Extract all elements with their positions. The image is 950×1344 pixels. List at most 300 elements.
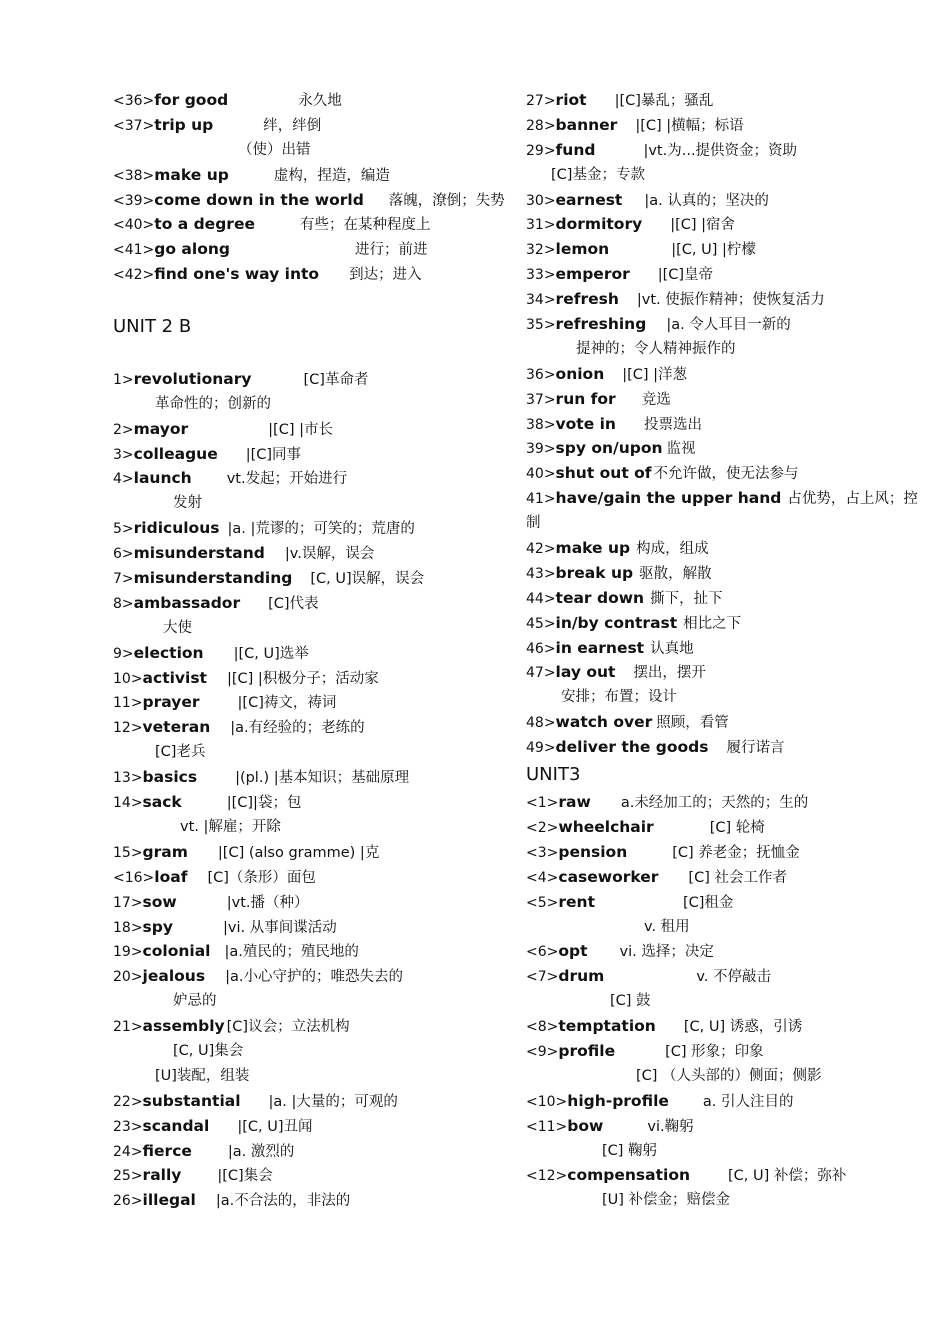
entry-term: substantial: [142, 1091, 241, 1110]
vocab-entry: [526, 964, 921, 989]
entry-number: 11>: [113, 695, 143, 712]
entry-term: riot: [555, 91, 587, 109]
entry-term: lay out: [555, 663, 616, 682]
entry-term: temptation: [558, 1017, 656, 1036]
entry-number: 26>: [113, 1193, 143, 1210]
entry-term: dormitory: [555, 215, 643, 234]
entry-term: sow: [142, 892, 177, 911]
entry-number: 21>: [113, 1019, 143, 1036]
entry-term: in earnest: [555, 638, 645, 657]
entry-term: loaf: [154, 867, 188, 886]
entry-term: run for: [555, 389, 616, 408]
entry-definition: |a. |荒谬的；可笑的；荒唐的: [227, 521, 415, 538]
vocab-entry: [113, 765, 493, 790]
vocab-entry: [113, 715, 493, 740]
entry-term: tear down: [555, 588, 645, 607]
entry-number: 29>: [526, 142, 556, 159]
entry-term: go along: [154, 240, 230, 259]
entry-number: 46>: [526, 640, 556, 657]
entry-number: <16>: [113, 869, 155, 886]
entry-definition: |[C]|袋；包: [226, 795, 302, 812]
entry-term: fund: [555, 140, 596, 159]
entry-number: 4>: [113, 471, 134, 488]
entry-number: 13>: [113, 770, 143, 787]
right-column: [526, 88, 921, 1213]
entry-number: 48>: [526, 715, 556, 732]
entry-definition: 进行；前进: [354, 242, 428, 259]
vocab-entry: [526, 790, 921, 815]
entry-number: 20>: [113, 969, 143, 986]
unit-heading: UNIT 2 B: [113, 316, 192, 338]
entry-definition: [C] （人头部的）侧面；侧影: [636, 1067, 822, 1084]
vocab-entry: [113, 939, 493, 964]
entry-continuation: [113, 1064, 493, 1089]
entry-continuation: [113, 815, 493, 840]
vocab-entry: [113, 1188, 493, 1213]
entry-term: drum: [558, 967, 605, 986]
vocab-entry: [526, 660, 921, 685]
entry-definition: 提神的；令人精神振作的: [576, 340, 736, 357]
entry-definition: 制: [526, 515, 541, 532]
entry-definition: 落魄，潦倒；失势: [388, 192, 505, 209]
entry-number: <40>: [113, 217, 155, 234]
entry-number: <12>: [526, 1168, 568, 1185]
entry-definition: |[C]集会: [217, 1168, 273, 1185]
entry-term: compensation: [567, 1166, 691, 1185]
entry-number: 42>: [526, 541, 556, 558]
entry-definition: 革命性的；创新的: [155, 395, 271, 412]
entry-definition: 虚构，捏造，编造: [273, 167, 390, 184]
entry-number: 33>: [526, 267, 556, 284]
entry-term: deliver the goods: [555, 738, 709, 757]
entry-number: 22>: [113, 1093, 143, 1110]
vocab-entry: [526, 237, 921, 262]
entry-number: 32>: [526, 242, 556, 259]
entry-definition: [C] 鞠躬: [602, 1142, 658, 1159]
vocab-entry: [526, 1014, 921, 1039]
entry-number: 2>: [113, 421, 134, 438]
entry-term: ridiculous: [133, 519, 220, 538]
entry-continuation: [113, 616, 493, 641]
entry-definition: 撕下，扯下: [650, 590, 723, 607]
entry-definition: |a. 令人耳目一新的: [666, 317, 791, 334]
entry-term: basics: [142, 768, 198, 787]
entry-number: 6>: [113, 546, 134, 563]
entry-definition: vt.发起；开始进行: [226, 471, 348, 488]
entry-definition: 照顾，看管: [656, 715, 729, 732]
entry-definition: 摆出，摆开: [633, 665, 706, 682]
spacer: [113, 287, 493, 312]
vocab-entry: [113, 1114, 493, 1139]
entry-definition: |vt. 使振作精神；使恢复活力: [636, 292, 825, 309]
vocab-entry: [526, 312, 921, 337]
vocab-entry: [526, 1039, 921, 1064]
entry-definition: |[C] |横幅；标语: [635, 117, 744, 134]
entry-continuation: [113, 1039, 493, 1064]
entry-term: onion: [555, 364, 605, 383]
entry-number: 27>: [526, 93, 556, 109]
entry-definition: （使）出错: [238, 141, 311, 158]
entry-definition: [C]（条形）面包: [207, 869, 316, 886]
entry-number: <42>: [113, 267, 155, 284]
vocab-entry: [113, 237, 493, 262]
vocab-entry: [526, 138, 921, 163]
entry-term: ambassador: [133, 593, 241, 612]
entry-number: 47>: [526, 665, 556, 682]
entry-term: fierce: [142, 1141, 192, 1160]
entry-term: wheelchair: [558, 817, 654, 836]
entry-definition: 竞选: [641, 391, 671, 408]
entry-term: raw: [558, 793, 591, 812]
entry-term: shut out of: [555, 464, 652, 483]
entry-number: 8>: [113, 595, 134, 612]
vocab-entry: [526, 486, 921, 511]
vocab-entry: [526, 840, 921, 865]
entry-definition: |[C, U] |柠檬: [671, 242, 756, 259]
entry-definition: |a.殖民的；殖民地的: [224, 944, 359, 961]
entry-definition: [C, U] 诱惑，引诱: [683, 1019, 803, 1036]
entry-number: 25>: [113, 1168, 143, 1185]
entry-term: make up: [154, 165, 229, 184]
vocab-entry: [113, 163, 493, 188]
vocab-entry: [526, 362, 921, 387]
entry-definition: 认真地: [650, 640, 694, 657]
vocab-entry: [526, 262, 921, 287]
entry-number: 34>: [526, 292, 556, 309]
entry-term: scandal: [142, 1116, 210, 1135]
entry-term: colleague: [133, 444, 218, 463]
entry-term: misunderstand: [133, 544, 265, 563]
entry-number: 45>: [526, 615, 556, 632]
vocab-entry: [113, 790, 493, 815]
entry-number: 28>: [526, 117, 556, 134]
entry-definition: [C]老兵: [155, 744, 206, 761]
entry-definition: 到达；进入: [349, 267, 422, 284]
vocab-entry: [526, 412, 921, 437]
entry-number: 19>: [113, 944, 143, 961]
entry-definition: 不允许做，使无法参与: [653, 466, 799, 483]
vocab-entry: [113, 466, 493, 491]
entry-term: rally: [142, 1166, 182, 1185]
entry-term: break up: [555, 563, 634, 582]
entry-term: lemon: [555, 240, 610, 259]
entry-definition: a. 引人注目的: [702, 1093, 794, 1110]
entry-term: refresh: [555, 290, 619, 309]
entry-term: sack: [142, 793, 182, 812]
vocab-entry: [113, 262, 493, 287]
entry-number: <38>: [113, 167, 155, 184]
entry-term: jealous: [142, 967, 206, 986]
entry-continuation: [526, 989, 921, 1014]
entry-definition: [C, U] 补偿；弥补: [728, 1168, 847, 1185]
entry-term: illegal: [142, 1191, 196, 1210]
entry-number: 1>: [113, 371, 134, 388]
vocab-entry: [526, 1089, 921, 1114]
vocab-entry: [526, 387, 921, 412]
entry-number: <36>: [113, 93, 155, 109]
left-column: [113, 88, 505, 1213]
vocab-entry: [113, 417, 493, 442]
entry-definition: [U]装配，组装: [155, 1067, 250, 1084]
entry-term: spy on/upon: [555, 439, 663, 458]
entry-number: 14>: [113, 795, 143, 812]
entry-definition: |a.小心守护的；唯恐失去的: [225, 969, 403, 986]
entry-number: <4>: [526, 869, 559, 886]
vocab-entry: [526, 865, 921, 890]
entry-definition: [C]议会；立法机构: [226, 1019, 350, 1036]
entry-number: <6>: [526, 944, 559, 961]
entry-definition: |[C, U]选举: [233, 645, 309, 662]
entry-number: 3>: [113, 446, 134, 463]
entry-term: prayer: [142, 693, 200, 712]
entry-number: 35>: [526, 317, 556, 334]
entry-definition: [C] 社会工作者: [688, 869, 787, 886]
entry-definition: 占优势，占上风；控: [787, 491, 918, 508]
vocab-entry: [526, 710, 921, 735]
entry-definition: 绊，绊倒: [263, 117, 322, 134]
vocab-entry: [526, 287, 921, 312]
entry-number: 15>: [113, 844, 143, 861]
entry-term: bow: [567, 1116, 604, 1135]
entry-term: assembly: [142, 1017, 225, 1036]
entry-term: trip up: [154, 115, 214, 134]
vocab-entry: [526, 611, 921, 636]
entry-definition: vt. |解雇；开除: [180, 818, 281, 835]
entry-definition: 妒忌的: [173, 993, 217, 1010]
entry-definition: [C]基金；专款: [551, 166, 645, 183]
entry-number: <11>: [526, 1118, 568, 1135]
vocab-entry: [526, 586, 921, 611]
entry-definition: |[C]同事: [245, 446, 302, 463]
entry-continuation: [526, 1139, 921, 1164]
entry-definition: vi.鞠躬: [647, 1118, 694, 1135]
entry-definition: |a. 激烈的: [227, 1143, 295, 1160]
entry-number: <10>: [526, 1093, 568, 1110]
spacer: [113, 342, 493, 367]
entry-term: earnest: [555, 190, 623, 209]
vocab-entry: [113, 212, 493, 237]
vocab-entry: [526, 939, 921, 964]
vocab-entry: [113, 1163, 493, 1188]
entry-continuation: [113, 392, 493, 417]
entry-definition: a.未经加工的；天然的；生的: [620, 795, 809, 812]
entry-definition: 投票选出: [643, 416, 702, 433]
entry-definition: [C] 养老金；抚恤金: [672, 844, 800, 861]
vocab-entry: [526, 536, 921, 561]
entry-term: veteran: [142, 718, 211, 737]
entry-term: caseworker: [558, 867, 659, 886]
entry-term: to a degree: [154, 215, 255, 234]
entry-definition: 永久地: [298, 93, 342, 109]
vocab-entry: [113, 1014, 493, 1039]
vocab-entry: [113, 516, 493, 541]
entry-number: 12>: [113, 720, 143, 737]
entry-term: banner: [555, 115, 618, 134]
entry-term: high-profile: [567, 1091, 669, 1110]
entry-definition: [C] 形象；印象: [665, 1043, 764, 1060]
entry-term: launch: [133, 469, 192, 488]
vocab-entry: [113, 915, 493, 940]
vocab-entry: [526, 561, 921, 586]
entry-continuation: [526, 511, 921, 536]
entry-term: pension: [558, 842, 628, 861]
vocab-entry: [526, 636, 921, 661]
entry-number: <8>: [526, 1019, 559, 1036]
entry-definition: 发射: [173, 495, 202, 512]
entry-term: colonial: [142, 942, 211, 961]
entry-number: 30>: [526, 192, 556, 209]
entry-term: opt: [558, 942, 588, 961]
vocab-entry: [526, 890, 921, 915]
entry-definition: [C]代表: [268, 595, 319, 612]
entry-number: 38>: [526, 416, 556, 433]
entry-definition: |[C] |宿舍: [670, 217, 736, 234]
entry-continuation: [526, 337, 921, 362]
entry-term: have/gain the upper hand: [555, 489, 782, 508]
entry-definition: 构成，组成: [636, 541, 709, 558]
vocab-entry: [526, 1163, 921, 1188]
entry-term: rent: [558, 892, 595, 911]
vocab-entry: [113, 1089, 493, 1114]
entry-number: 23>: [113, 1118, 143, 1135]
entry-number: 5>: [113, 521, 134, 538]
entry-definition: vi. 选择；决定: [619, 944, 714, 961]
entry-number: 24>: [113, 1143, 143, 1160]
entry-definition: |[C]皇帝: [657, 267, 714, 284]
entry-term: in/by contrast: [555, 613, 678, 632]
entry-number: 44>: [526, 590, 556, 607]
entry-number: 17>: [113, 894, 143, 911]
entry-term: for good: [154, 91, 229, 109]
entry-definition: |[C] |市长: [268, 421, 333, 438]
entry-definition: |(pl.) |基本知识；基础原理: [235, 770, 410, 787]
entry-term: emperor: [555, 265, 630, 284]
entry-definition: |a.有经验的；老练的: [230, 720, 365, 737]
entry-number: 10>: [113, 670, 143, 687]
entry-term: vote in: [555, 414, 616, 433]
vocab-entry: [113, 890, 493, 915]
entry-term: spy: [142, 917, 173, 936]
entry-definition: 安排；布置；设计: [561, 689, 677, 706]
entry-continuation: [113, 989, 493, 1014]
vocab-entry: [113, 188, 505, 213]
entry-definition: 大使: [163, 619, 192, 636]
entry-definition: |[C]祷文，祷词: [237, 695, 337, 712]
entry-term: mayor: [133, 419, 189, 438]
entry-definition: |a. |大量的；可观的: [268, 1093, 398, 1110]
vocab-entry: [113, 690, 493, 715]
entry-definition: 有些；在某种程度上: [299, 217, 431, 234]
entry-definition: [C]革命者: [303, 371, 369, 388]
vocab-entry: [113, 367, 493, 392]
entry-number: <3>: [526, 844, 559, 861]
vocab-entry: [526, 1114, 921, 1139]
entry-term: make up: [555, 539, 631, 558]
vocab-entry: [526, 436, 921, 461]
entry-definition: |vt.为...提供资金；资助: [643, 142, 798, 159]
entry-number: 40>: [526, 466, 556, 483]
vocab-entry: [526, 735, 921, 760]
entry-definition: |[C, U]丑闻: [237, 1118, 313, 1135]
unit-heading: UNIT3: [526, 764, 581, 786]
entry-number: 31>: [526, 217, 556, 234]
entry-definition: |a. 认真的；坚决的: [644, 192, 769, 209]
vocab-entry: [113, 840, 493, 865]
entry-continuation: [526, 1188, 921, 1213]
entry-number: <2>: [526, 819, 559, 836]
entry-term: election: [133, 643, 204, 662]
entry-term: refreshing: [555, 315, 647, 334]
entry-definition: |[C] |洋葱: [622, 366, 688, 383]
vocab-entry: [113, 113, 493, 138]
vocab-entry: [113, 865, 493, 890]
vocab-entry: [526, 815, 921, 840]
entry-term: activist: [142, 668, 207, 687]
vocab-entry: [113, 442, 493, 467]
entry-continuation: [113, 491, 493, 516]
entry-continuation: [526, 685, 921, 710]
entry-definition: 履行诺言: [726, 740, 785, 757]
vocab-entry: [113, 541, 493, 566]
entry-number: 36>: [526, 366, 556, 383]
entry-number: 49>: [526, 740, 556, 757]
entry-term: gram: [142, 842, 188, 861]
entry-number: <9>: [526, 1043, 559, 1060]
entry-definition: [C] 鼓: [610, 993, 651, 1010]
vocab-entry: [526, 188, 921, 213]
entry-definition: [C] 轮椅: [709, 819, 765, 836]
entry-number: <39>: [113, 192, 155, 209]
vocab-entry: [526, 113, 921, 138]
entry-number: <7>: [526, 969, 559, 986]
entry-term: revolutionary: [133, 369, 252, 388]
entry-number: <37>: [113, 117, 155, 134]
entry-definition: |[C]暴乱；骚乱: [614, 93, 714, 109]
entry-term: come down in the world: [154, 190, 364, 209]
vocab-entry: [113, 641, 493, 666]
entry-definition: [C, U]误解，误会: [310, 571, 425, 588]
entry-continuation: [526, 915, 921, 940]
entry-continuation: [113, 740, 493, 765]
vocab-entry: [113, 666, 493, 691]
entry-number: 7>: [113, 571, 134, 588]
vocab-entry: [526, 88, 921, 113]
entry-definition: |[C] (also gramme) |克: [217, 844, 380, 861]
vocab-entry: [113, 591, 493, 616]
entry-continuation: [113, 138, 493, 163]
entry-continuation: [526, 163, 921, 188]
vocab-entry: [113, 964, 493, 989]
entry-definition: 相比之下: [683, 615, 742, 632]
entry-number: 37>: [526, 391, 556, 408]
vocab-entry: [113, 1139, 493, 1164]
entry-term: profile: [558, 1041, 616, 1060]
entry-definition: |v.误解，误会: [284, 546, 375, 563]
entry-term: misunderstanding: [133, 569, 293, 588]
entry-definition: [U] 补偿金；赔偿金: [602, 1192, 731, 1209]
entry-definition: 驱散，解散: [639, 565, 712, 582]
entry-number: <41>: [113, 242, 155, 259]
vocab-entry: [113, 88, 493, 113]
vocab-entry: [113, 566, 493, 591]
entry-number: 41>: [526, 491, 556, 508]
entry-definition: |vt.播（种）: [226, 894, 309, 911]
entry-continuation: [526, 1064, 921, 1089]
entry-definition: 监视: [666, 441, 696, 458]
vocab-entry: [526, 212, 921, 237]
entry-definition: |vi. 从事间谍活动: [222, 919, 337, 936]
entry-number: 9>: [113, 645, 134, 662]
